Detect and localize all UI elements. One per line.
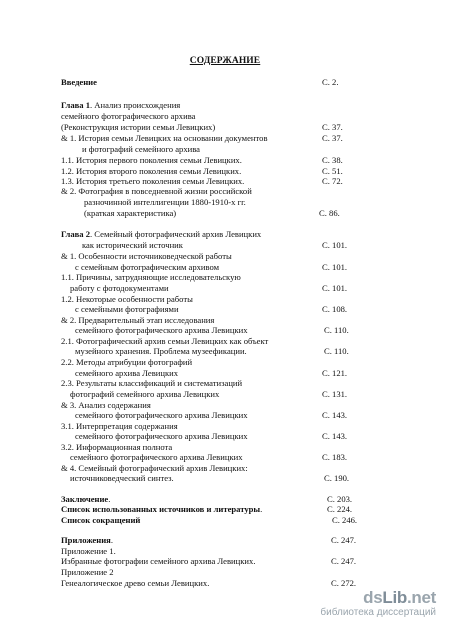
toc-entry-text: & 2. Фотография в повседневной жизни российской [61, 186, 252, 196]
toc-entry [61, 578, 209, 589]
toc-entry [61, 272, 241, 283]
toc-entry [61, 463, 248, 474]
toc-page-number: С. 108. [322, 304, 348, 314]
toc-entry-heading: Список сокращений [61, 515, 141, 525]
toc-page-number: С. 190. [324, 473, 350, 483]
toc-entry-text: 2.2. Методы атрибуции фотографий [61, 357, 193, 367]
toc-entry [61, 186, 252, 197]
toc-entry [84, 208, 176, 219]
toc-page-number: С. 86. [319, 208, 340, 218]
toc-entry-text: 2.3. Результаты классификаций и систематизаций [61, 378, 243, 388]
toc-page-number: С. 37. [322, 133, 343, 143]
toc-entry [61, 315, 214, 326]
toc-entry [61, 378, 242, 389]
toc-entry-text: Генеалогическое древо семьи Левицких. [61, 578, 210, 588]
toc-page-number: С. 247. [331, 535, 357, 545]
toc-entry-text: семейного фотографического архива Левицких [75, 431, 248, 441]
toc-entry-text: 2.1. Фотографический архив семьи Левицких как объект [61, 336, 269, 346]
toc-entry [61, 100, 180, 111]
toc-entry [61, 176, 244, 187]
toc-entry [61, 442, 172, 453]
toc-entry [61, 515, 140, 526]
toc-page-number: С. 121. [322, 368, 348, 378]
toc-entry-text: Избранные фотографии семейного архива Левицких. [61, 556, 256, 566]
toc-page-number: С. 110. [324, 325, 349, 335]
toc-entry [75, 262, 219, 273]
toc-entry [61, 77, 97, 88]
toc-page-number: С. 101. [322, 262, 348, 272]
toc-entry-text: 1.2. Некоторые особенности работы [61, 294, 193, 304]
toc-entry-text: . Анализ происхождения [90, 100, 181, 110]
toc-entry [75, 304, 179, 315]
toc-page-number: С. 183. [322, 452, 348, 462]
toc-entry-text: (краткая характеристика) [84, 208, 177, 218]
toc-entry [75, 368, 178, 379]
toc-page-number: С. 72. [322, 176, 343, 186]
toc-page-number: С. 224. [327, 504, 353, 514]
toc-entry-heading: Глава 2 [61, 229, 90, 239]
watermark-tagline: библиотека диссертаций [320, 607, 436, 618]
toc-page-number: С. 37. [322, 122, 343, 132]
toc-entry [84, 197, 246, 208]
toc-page-number: С. 110. [324, 346, 349, 356]
toc-entry [70, 452, 243, 463]
toc-entry-text: с семейным фотографическим архивом [75, 262, 220, 272]
toc-page-number: С. 101. [322, 240, 348, 250]
toc-entry-text: 1.1. Причины, затрудняющие исследовательскую [61, 272, 241, 282]
toc-page-number: С. 131. [322, 389, 348, 399]
watermark-brand-lib: Lib [382, 588, 407, 607]
toc-entry [75, 431, 248, 442]
toc-entry-heading: Заключение [61, 494, 109, 504]
toc-entry-text: семейного фотографического архива Левицких [75, 410, 248, 420]
watermark-logo [320, 588, 436, 618]
toc-entry [61, 155, 242, 166]
watermark-brand-net: .net [406, 588, 436, 607]
toc-entry-text: семейного фотографического архива Левицких [75, 325, 248, 335]
toc-entry-text: Приложение 1. [61, 546, 116, 556]
toc-entry [61, 111, 195, 122]
toc-page-number: С. 247. [331, 556, 357, 566]
toc-entry-heading: Список использованных источников и литературы [61, 504, 261, 514]
watermark-brand [320, 588, 436, 608]
toc-entry [70, 389, 219, 400]
toc-entry-text: разночинной интеллигенции 1880-1910-х гг. [84, 197, 246, 207]
toc-entry-text: . [260, 504, 263, 514]
toc-entry [75, 410, 248, 421]
toc-entry [61, 229, 261, 240]
toc-entry [70, 473, 174, 484]
toc-entry [61, 336, 268, 347]
toc-page-number: С. 51. [322, 166, 343, 176]
toc-entry-text: семейного фотографического архива [61, 111, 196, 121]
toc-page-number: С. 143. [322, 410, 348, 420]
toc-entry [61, 133, 268, 144]
page-title: СОДЕРЖАНИЕ [189, 56, 261, 66]
toc-entry-text: & 1. История семьи Левицких на основании документов [61, 133, 268, 143]
toc-entry [61, 556, 255, 567]
toc-entry-heading: Приложения [61, 535, 111, 545]
toc-page-number: С. 2. [322, 77, 339, 87]
toc-entry [61, 122, 215, 133]
toc-entry-text: (Реконструкция истории семьи Левицких) [61, 122, 216, 132]
toc-entry-text: и фотографий семейного архива [82, 144, 200, 154]
toc-entry [70, 283, 169, 294]
toc-entry-text: как исторический источник [82, 240, 183, 250]
toc-entry [61, 294, 193, 305]
toc-entry [61, 357, 192, 368]
toc-entry-text: . Семейный фотографический архив Левицких [90, 229, 262, 239]
toc-entry [61, 166, 241, 177]
toc-entry-text: 1.2. История второго поколения семьи Левицких. [61, 166, 242, 176]
toc-entry-text: семейного фотографического архива Левицких [70, 452, 243, 462]
toc-entry [61, 504, 262, 515]
toc-entry-text: музейного хранения. Проблема музеефикации. [75, 346, 247, 356]
toc-entry-text: & 4. Семейный фотографический архив Левицких: [61, 463, 248, 473]
toc-entry-text: 1.1. История первого поколения семьи Левицких. [61, 155, 242, 165]
toc-entry [61, 535, 113, 546]
toc-entry [75, 346, 247, 357]
toc-entry-text: & 3. Анализ содержания [61, 400, 151, 410]
toc-page-number: С. 203. [327, 494, 353, 504]
toc-entry-text: & 2. Предварительный этап исследования [61, 315, 215, 325]
toc-entry-text: источниковедческий синтез. [70, 473, 174, 483]
watermark-brand-ds: ds [363, 588, 383, 607]
toc-entry [82, 144, 200, 155]
toc-entry [61, 421, 178, 432]
toc-page-number: С. 38. [322, 155, 343, 165]
toc-entry-text: 3.1. Интерпретация содержания [61, 421, 178, 431]
toc-entry-text: . [110, 535, 113, 545]
toc-entry [75, 325, 248, 336]
toc-page-number: С. 143. [322, 431, 348, 441]
toc-page-number: С. 272. [331, 578, 357, 588]
toc-entry-text: Приложение 2 [61, 567, 114, 577]
toc-entry [61, 494, 110, 505]
toc-entry-text: 3.2. Информационная полнота [61, 442, 173, 452]
toc-entry-heading: Глава 1 [61, 100, 90, 110]
toc-entry-text: фотографий семейного архива Левицких [70, 389, 220, 399]
toc-entry-text: . [108, 494, 111, 504]
toc-entry [61, 567, 114, 578]
toc-entry [61, 251, 232, 262]
toc-page-number: С. 101. [322, 283, 348, 293]
toc-entry-text: с семейными фотографиями [75, 304, 179, 314]
toc-entry-text: работу с фотодокументами [70, 283, 169, 293]
toc-entry-text: 1.3. История третьего поколения семьи Левицких. [61, 176, 245, 186]
toc-entry-heading: Введение [61, 77, 97, 87]
toc-entry [82, 240, 183, 251]
toc-entry-text: семейного архива Левицких [75, 368, 179, 378]
toc-entry [61, 400, 151, 411]
toc-entry [61, 546, 116, 557]
toc-entry-text: & 1. Особенности источниковедческой работы [61, 251, 232, 261]
toc-page-number: С. 246. [332, 515, 358, 525]
